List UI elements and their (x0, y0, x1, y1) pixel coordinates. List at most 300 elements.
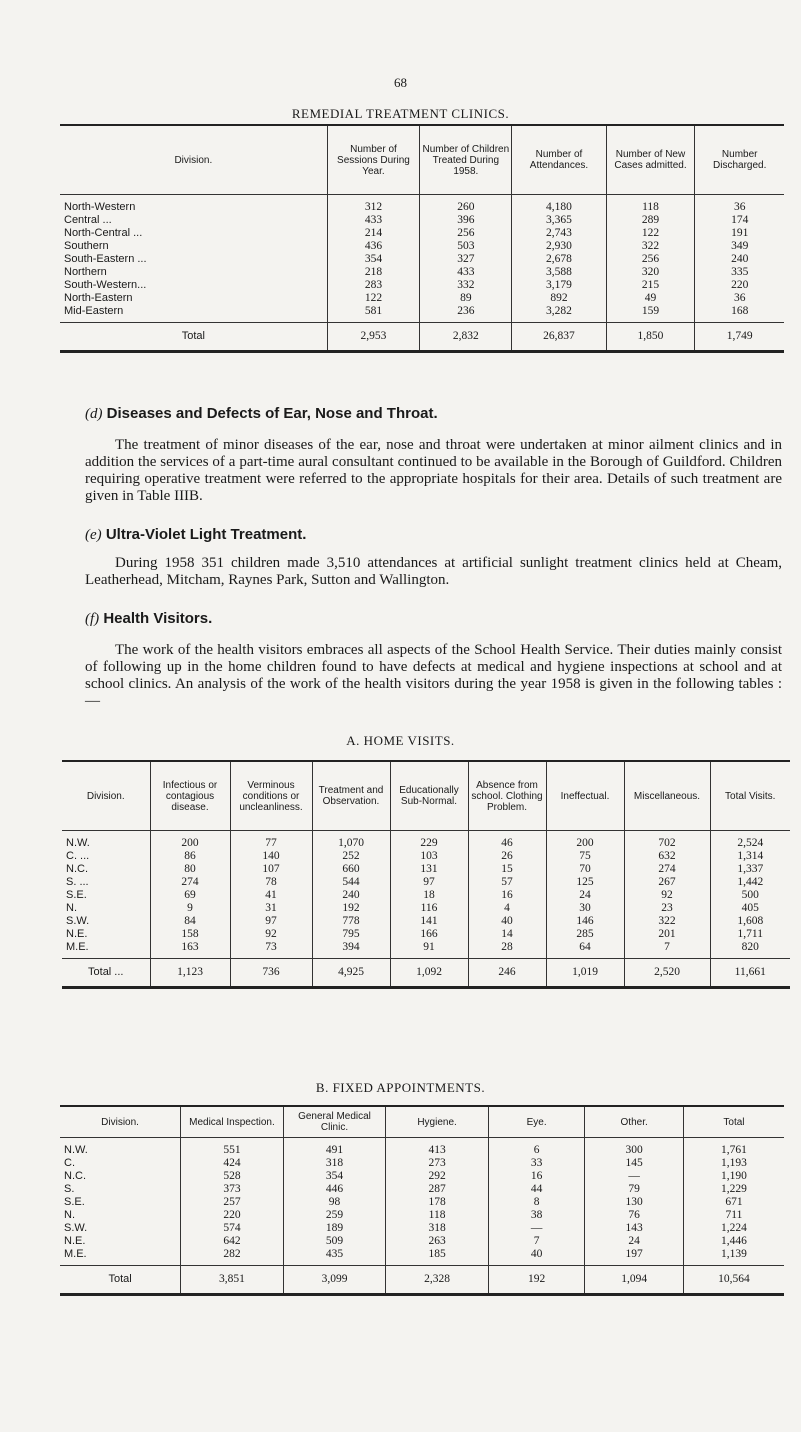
column-header: Other. (585, 1106, 684, 1138)
division-cell (60, 1222, 181, 1235)
column-header: Division. (60, 125, 327, 195)
table-cell: 424 (181, 1157, 284, 1170)
column-header: Number of New Cases admitted. (606, 125, 695, 195)
table-cell: 500 (710, 889, 790, 902)
table-cell: 394 (312, 941, 390, 959)
division-label: South-Western... (64, 279, 147, 291)
table-cell: 64 (546, 941, 624, 959)
remedial-clinics-table (60, 124, 784, 353)
division-cell (60, 266, 327, 279)
table-header-row (62, 761, 790, 831)
table-cell: 92 (624, 889, 710, 902)
division-cell (60, 1157, 181, 1170)
table-cell: 18 (390, 889, 468, 902)
division-label: N.C. (66, 863, 88, 875)
home-visits-title: A. HOME VISITS. (346, 733, 455, 748)
table-cell: 332 (420, 279, 512, 292)
column-header: Number of Sessions During Year. (327, 125, 420, 195)
division-label: M.E. (64, 1248, 87, 1260)
table-cell: 97 (230, 915, 312, 928)
table-header-row (60, 1106, 784, 1138)
table-cell: 509 (283, 1235, 386, 1248)
division-cell (60, 1248, 181, 1266)
column-header: Treatment and Observation. (312, 761, 390, 831)
division-label: S.E. (64, 1196, 85, 1208)
fixed-appointments-table (60, 1105, 784, 1296)
table-row (62, 850, 790, 863)
table-cell: 118 (386, 1209, 489, 1222)
column-header: Hygiene. (386, 1106, 489, 1138)
table-cell: 79 (585, 1183, 684, 1196)
table-cell: 24 (585, 1235, 684, 1248)
remedial-clinics-title: REMEDIAL TREATMENT CLINICS. (291, 106, 510, 121)
total-label: Total (60, 1266, 181, 1295)
table-cell: 240 (312, 889, 390, 902)
table-cell: 274 (150, 876, 230, 889)
table-cell: — (488, 1222, 585, 1235)
table-cell: 191 (695, 227, 784, 240)
table-cell: 40 (488, 1248, 585, 1266)
table-cell: 820 (710, 941, 790, 959)
division-cell (60, 253, 327, 266)
column-header: Eye. (488, 1106, 585, 1138)
table-cell: 16 (468, 889, 546, 902)
table-row (60, 292, 784, 305)
column-header: Absence from school. Clothing Problem. (468, 761, 546, 831)
table-cell: 3,365 (512, 214, 606, 227)
division-cell (62, 850, 150, 863)
table-cell: 92 (230, 928, 312, 941)
table-cell: 433 (327, 214, 420, 227)
table-cell: 1,314 (710, 850, 790, 863)
table-cell: 892 (512, 292, 606, 305)
table-row (60, 195, 784, 215)
table-cell: 1,190 (683, 1170, 784, 1183)
table-cell: 98 (283, 1196, 386, 1209)
division-label: South-Eastern ... (64, 253, 147, 265)
division-label: S.E. (66, 889, 87, 901)
table-cell: 312 (327, 195, 420, 215)
division-label: North-Central ... (64, 227, 143, 239)
table-cell: 240 (695, 253, 784, 266)
table-row (60, 266, 784, 279)
division-label: Northern (64, 266, 107, 278)
table-cell: 660 (312, 863, 390, 876)
table-cell: 159 (606, 305, 695, 323)
table-cell: 263 (386, 1235, 489, 1248)
division-label: N. (66, 902, 77, 914)
table-cell: 145 (585, 1157, 684, 1170)
division-cell (62, 889, 150, 902)
table-row (62, 863, 790, 876)
table-row (60, 253, 784, 266)
table-cell: 23 (624, 902, 710, 915)
column-header: Division. (62, 761, 150, 831)
table-cell: 491 (283, 1138, 386, 1158)
table-cell: 257 (181, 1196, 284, 1209)
division-cell (60, 1183, 181, 1196)
table-row (60, 227, 784, 240)
division-cell (60, 1235, 181, 1248)
table-cell: 36 (695, 195, 784, 215)
table-cell: 435 (283, 1248, 386, 1266)
division-label: Central ... (64, 214, 112, 226)
table-cell: 163 (150, 941, 230, 959)
table-cell: 125 (546, 876, 624, 889)
table-cell: — (585, 1170, 684, 1183)
table-cell: 405 (710, 902, 790, 915)
column-header: Ineffectual. (546, 761, 624, 831)
table-cell: 14 (468, 928, 546, 941)
table-cell: 236 (420, 305, 512, 323)
table-cell: 259 (283, 1209, 386, 1222)
table-cell: 40 (468, 915, 546, 928)
total-cell: 1,850 (606, 323, 695, 352)
division-cell (62, 863, 150, 876)
table-cell: 795 (312, 928, 390, 941)
table-cell: 354 (327, 253, 420, 266)
table-cell: 320 (606, 266, 695, 279)
table-cell: 28 (468, 941, 546, 959)
table-cell: 49 (606, 292, 695, 305)
table-cell: 197 (585, 1248, 684, 1266)
total-label: Total ... (62, 959, 150, 988)
table-cell: 44 (488, 1183, 585, 1196)
table-cell: 671 (683, 1196, 784, 1209)
total-cell: 4,925 (312, 959, 390, 988)
division-label: N.W. (64, 1144, 88, 1156)
table-cell: 146 (546, 915, 624, 928)
section-e-heading: (e) Ultra-Violet Light Treatment. (85, 526, 307, 543)
table-cell: 70 (546, 863, 624, 876)
table-cell: 252 (312, 850, 390, 863)
table-row (62, 902, 790, 915)
table-cell: 118 (606, 195, 695, 215)
page-number: 68 (394, 75, 407, 90)
table-cell: 214 (327, 227, 420, 240)
section-e-text: During 1958 351 children made 3,510 attendances at artificial sunlight treatment clinics held at Cheam, Leatherhead, Mitcham, Raynes Park, Sutton and Wallington. (85, 555, 782, 588)
total-cell: 11,661 (710, 959, 790, 988)
table-cell: 4,180 (512, 195, 606, 215)
column-header: Division. (60, 1106, 181, 1138)
table-row (60, 1183, 784, 1196)
table-cell: 6 (488, 1138, 585, 1158)
column-header: Miscellaneous. (624, 761, 710, 831)
division-label: C. ... (66, 850, 90, 862)
table-cell: 220 (181, 1209, 284, 1222)
total-cell: 2,520 (624, 959, 710, 988)
table-cell: 318 (283, 1157, 386, 1170)
division-cell (60, 1209, 181, 1222)
division-cell (62, 915, 150, 928)
table-cell: 3,179 (512, 279, 606, 292)
table-cell: 256 (420, 227, 512, 240)
table-cell: 26 (468, 850, 546, 863)
table-cell: 9 (150, 902, 230, 915)
table-cell: 274 (624, 863, 710, 876)
table-cell: 69 (150, 889, 230, 902)
table-cell: 122 (327, 292, 420, 305)
table-row (62, 928, 790, 941)
table-cell: 436 (327, 240, 420, 253)
table-cell: 1,442 (710, 876, 790, 889)
table-cell: 168 (695, 305, 784, 323)
total-cell: 26,837 (512, 323, 606, 352)
table-cell: 1,711 (710, 928, 790, 941)
division-cell (60, 292, 327, 305)
table-row (60, 1222, 784, 1235)
table-cell: 141 (390, 915, 468, 928)
table-header-row (60, 125, 784, 195)
total-row (60, 323, 784, 352)
division-label: Southern (64, 240, 109, 252)
division-cell (62, 902, 150, 915)
table-cell: 2,678 (512, 253, 606, 266)
table-cell: 1,761 (683, 1138, 784, 1158)
table-cell: 327 (420, 253, 512, 266)
table-cell: 166 (390, 928, 468, 941)
table-cell: 200 (546, 831, 624, 851)
table-cell: 116 (390, 902, 468, 915)
table-cell: 335 (695, 266, 784, 279)
table-cell: 354 (283, 1170, 386, 1183)
table-cell: 256 (606, 253, 695, 266)
table-cell: 396 (420, 214, 512, 227)
total-cell: 192 (488, 1266, 585, 1295)
table-cell: 80 (150, 863, 230, 876)
column-header: Total Visits. (710, 761, 790, 831)
table-cell: 446 (283, 1183, 386, 1196)
table-cell: 218 (327, 266, 420, 279)
table-cell: 36 (695, 292, 784, 305)
table-cell: 84 (150, 915, 230, 928)
division-label: North-Western (64, 201, 136, 213)
home-visits-table (62, 760, 790, 989)
table-cell: 373 (181, 1183, 284, 1196)
table-cell: 200 (150, 831, 230, 851)
table-cell: 283 (327, 279, 420, 292)
table-cell: 528 (181, 1170, 284, 1183)
table-cell: 2,743 (512, 227, 606, 240)
total-row (62, 959, 790, 988)
total-cell: 3,099 (283, 1266, 386, 1295)
table-cell: 77 (230, 831, 312, 851)
table-row (62, 831, 790, 851)
division-cell (60, 227, 327, 240)
column-header: Verminous conditions or uncleanliness. (230, 761, 312, 831)
total-cell: 1,094 (585, 1266, 684, 1295)
table-cell: 3,282 (512, 305, 606, 323)
column-header: General Medical Clinic. (283, 1106, 386, 1138)
table-cell: 711 (683, 1209, 784, 1222)
table-cell: 185 (386, 1248, 489, 1266)
table-cell: 1,337 (710, 863, 790, 876)
table-cell: 76 (585, 1209, 684, 1222)
table-row (60, 214, 784, 227)
division-cell (62, 831, 150, 851)
table-row (60, 1209, 784, 1222)
table-cell: 220 (695, 279, 784, 292)
column-header: Number of Attendances. (512, 125, 606, 195)
division-cell (62, 941, 150, 959)
table-row (62, 876, 790, 889)
table-cell: 413 (386, 1138, 489, 1158)
table-cell: 322 (624, 915, 710, 928)
division-cell (60, 195, 327, 215)
total-cell: 10,564 (683, 1266, 784, 1295)
table-cell: 215 (606, 279, 695, 292)
table-row (62, 889, 790, 902)
table-cell: 503 (420, 240, 512, 253)
table-cell: 174 (695, 214, 784, 227)
division-label: S. ... (66, 876, 89, 888)
table-cell: 131 (390, 863, 468, 876)
total-cell: 2,953 (327, 323, 420, 352)
table-cell: 1,608 (710, 915, 790, 928)
division-label: N.W. (66, 837, 90, 849)
table-cell: 551 (181, 1138, 284, 1158)
table-cell: 581 (327, 305, 420, 323)
table-cell: 201 (624, 928, 710, 941)
table-cell: 97 (390, 876, 468, 889)
table-cell: 632 (624, 850, 710, 863)
division-cell (60, 240, 327, 253)
division-label: N.E. (66, 928, 88, 940)
table-cell: 2,524 (710, 831, 790, 851)
table-cell: 7 (624, 941, 710, 959)
section-f-heading: (f) Health Visitors. (85, 610, 213, 627)
table-cell: 702 (624, 831, 710, 851)
table-cell: 289 (606, 214, 695, 227)
table-cell: 143 (585, 1222, 684, 1235)
table-cell: 322 (606, 240, 695, 253)
table-cell: 107 (230, 863, 312, 876)
table-row (60, 1248, 784, 1266)
column-header: Infectious or contagious disease. (150, 761, 230, 831)
table-cell: 544 (312, 876, 390, 889)
division-label: North-Eastern (64, 292, 133, 304)
total-cell: 246 (468, 959, 546, 988)
table-row (60, 1157, 784, 1170)
division-label: N.C. (64, 1170, 86, 1182)
table-cell: 8 (488, 1196, 585, 1209)
table-cell: 318 (386, 1222, 489, 1235)
total-cell: 1,123 (150, 959, 230, 988)
column-header: Medical Inspection. (181, 1106, 284, 1138)
table-cell: 7 (488, 1235, 585, 1248)
division-cell (60, 1138, 181, 1158)
table-row (60, 1138, 784, 1158)
table-cell: 260 (420, 195, 512, 215)
table-cell: 57 (468, 876, 546, 889)
table-cell: 273 (386, 1157, 489, 1170)
table-cell: 1,139 (683, 1248, 784, 1266)
total-cell: 1,092 (390, 959, 468, 988)
table-cell: 78 (230, 876, 312, 889)
division-label: C. (64, 1157, 75, 1169)
total-cell: 2,832 (420, 323, 512, 352)
table-cell: 229 (390, 831, 468, 851)
table-cell: 285 (546, 928, 624, 941)
total-cell: 3,851 (181, 1266, 284, 1295)
table-cell: 30 (546, 902, 624, 915)
table-cell: 24 (546, 889, 624, 902)
total-cell: 1,019 (546, 959, 624, 988)
table-cell: 574 (181, 1222, 284, 1235)
table-cell: 189 (283, 1222, 386, 1235)
fixed-appointments-title: B. FIXED APPOINTMENTS. (315, 1080, 486, 1095)
table-row (60, 1170, 784, 1183)
division-cell (60, 1196, 181, 1209)
column-header: Total (683, 1106, 784, 1138)
table-cell: 89 (420, 292, 512, 305)
table-cell: 433 (420, 266, 512, 279)
table-cell: 15 (468, 863, 546, 876)
division-label: N.E. (64, 1235, 86, 1247)
division-label: Mid-Eastern (64, 305, 124, 317)
table-row (60, 1235, 784, 1248)
division-cell (60, 214, 327, 227)
table-row (62, 941, 790, 959)
division-cell (62, 928, 150, 941)
column-header: Number Discharged. (695, 125, 784, 195)
table-cell: 16 (488, 1170, 585, 1183)
column-header: Educationally Sub-Normal. (390, 761, 468, 831)
table-cell: 158 (150, 928, 230, 941)
table-cell: 778 (312, 915, 390, 928)
table-cell: 33 (488, 1157, 585, 1170)
table-cell: 287 (386, 1183, 489, 1196)
division-label: S. (64, 1183, 75, 1195)
table-cell: 642 (181, 1235, 284, 1248)
table-cell: 38 (488, 1209, 585, 1222)
table-cell: 1,193 (683, 1157, 784, 1170)
section-d-heading: (d) Diseases and Defects of Ear, Nose and Throat. (85, 405, 438, 422)
table-cell: 178 (386, 1196, 489, 1209)
table-cell: 292 (386, 1170, 489, 1183)
division-cell (60, 305, 327, 323)
table-cell: 103 (390, 850, 468, 863)
total-label: Total (60, 323, 327, 352)
table-cell: 2,930 (512, 240, 606, 253)
table-row (60, 1196, 784, 1209)
table-row (60, 305, 784, 323)
table-cell: 31 (230, 902, 312, 915)
table-cell: 75 (546, 850, 624, 863)
table-cell: 282 (181, 1248, 284, 1266)
table-row (62, 915, 790, 928)
table-row (60, 279, 784, 292)
division-label: S.W. (64, 1222, 88, 1234)
total-row (60, 1266, 784, 1295)
table-cell: 1,070 (312, 831, 390, 851)
table-cell: 130 (585, 1196, 684, 1209)
table-cell: 41 (230, 889, 312, 902)
table-cell: 300 (585, 1138, 684, 1158)
table-cell: 1,224 (683, 1222, 784, 1235)
table-row (60, 240, 784, 253)
table-cell: 1,446 (683, 1235, 784, 1248)
table-cell: 73 (230, 941, 312, 959)
division-cell (60, 279, 327, 292)
table-cell: 349 (695, 240, 784, 253)
section-d-text: The treatment of minor diseases of the ear, nose and throat were undertaken at minor ailment clinics and in addition the services of a part-time aural consultant continued to be available in the Borough of Guildford. Children requiring operative treatment were referred to the appropriate hospitals for their area. Details of such treatment are given in Table IIIB. (85, 437, 782, 504)
table-cell: 91 (390, 941, 468, 959)
table-cell: 86 (150, 850, 230, 863)
table-cell: 3,588 (512, 266, 606, 279)
division-label: N. (64, 1209, 75, 1221)
division-label: S.W. (66, 915, 90, 927)
